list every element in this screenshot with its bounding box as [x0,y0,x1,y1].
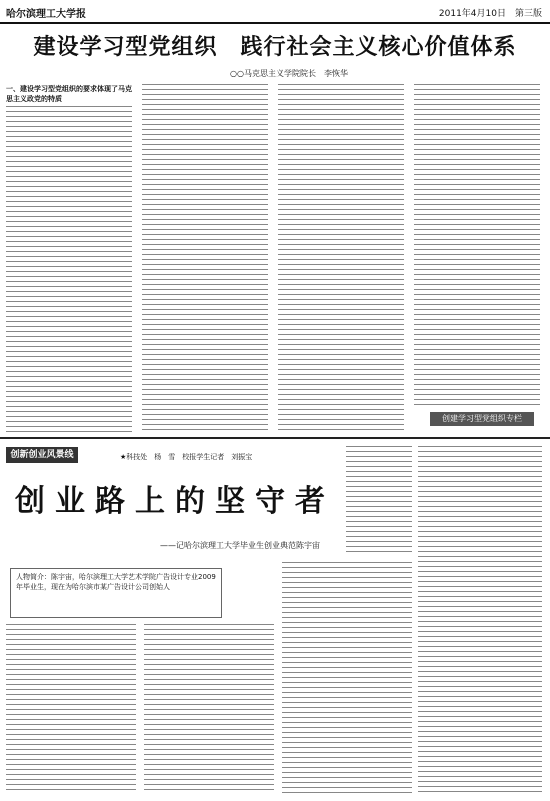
article2-subtitle: ——记哈尔滨理工大学毕业生创业典范陈宇宙 [160,541,320,550]
article1-column-2 [142,84,268,432]
intro-text: 人物简介：陈宇宙，哈尔滨理工大学艺术学院广告设计专业2009年毕业生，现在为哈尔滨市某广告设计公司创始人 [16,573,216,591]
article1-lead: 一、建设学习型党组织的要求体现了马克思主义政党的特质 [6,85,132,103]
article1-column-4 [414,84,540,406]
article1-column-3 [278,84,404,432]
article2-column-4 [418,446,542,794]
article1-byline: ○○马克思主义学院院长 李恢华 [230,69,348,78]
article2-column-3 [282,562,412,794]
article1-headline: 建设学习型党组织 践行社会主义核心价值体系 [33,34,517,60]
article1-column-1 [6,106,132,432]
article2-author: ★科技处 杨 雪 校报学生记者 刘振宝 [120,453,253,461]
article2-headline: 创业路上的坚守者 [15,484,335,519]
section-divider [0,437,550,439]
section-tag: 创新创业风景线 [6,447,78,463]
paper-name: 哈尔滨理工大学报 [6,9,86,20]
article2-column-5 [346,446,412,556]
article2-column-1 [6,624,136,794]
article2-column-2 [144,624,274,794]
column-banner: 创建学习型党组织专栏 [430,412,534,426]
issue-date: 2011年4月10日 第三版 [438,9,542,19]
